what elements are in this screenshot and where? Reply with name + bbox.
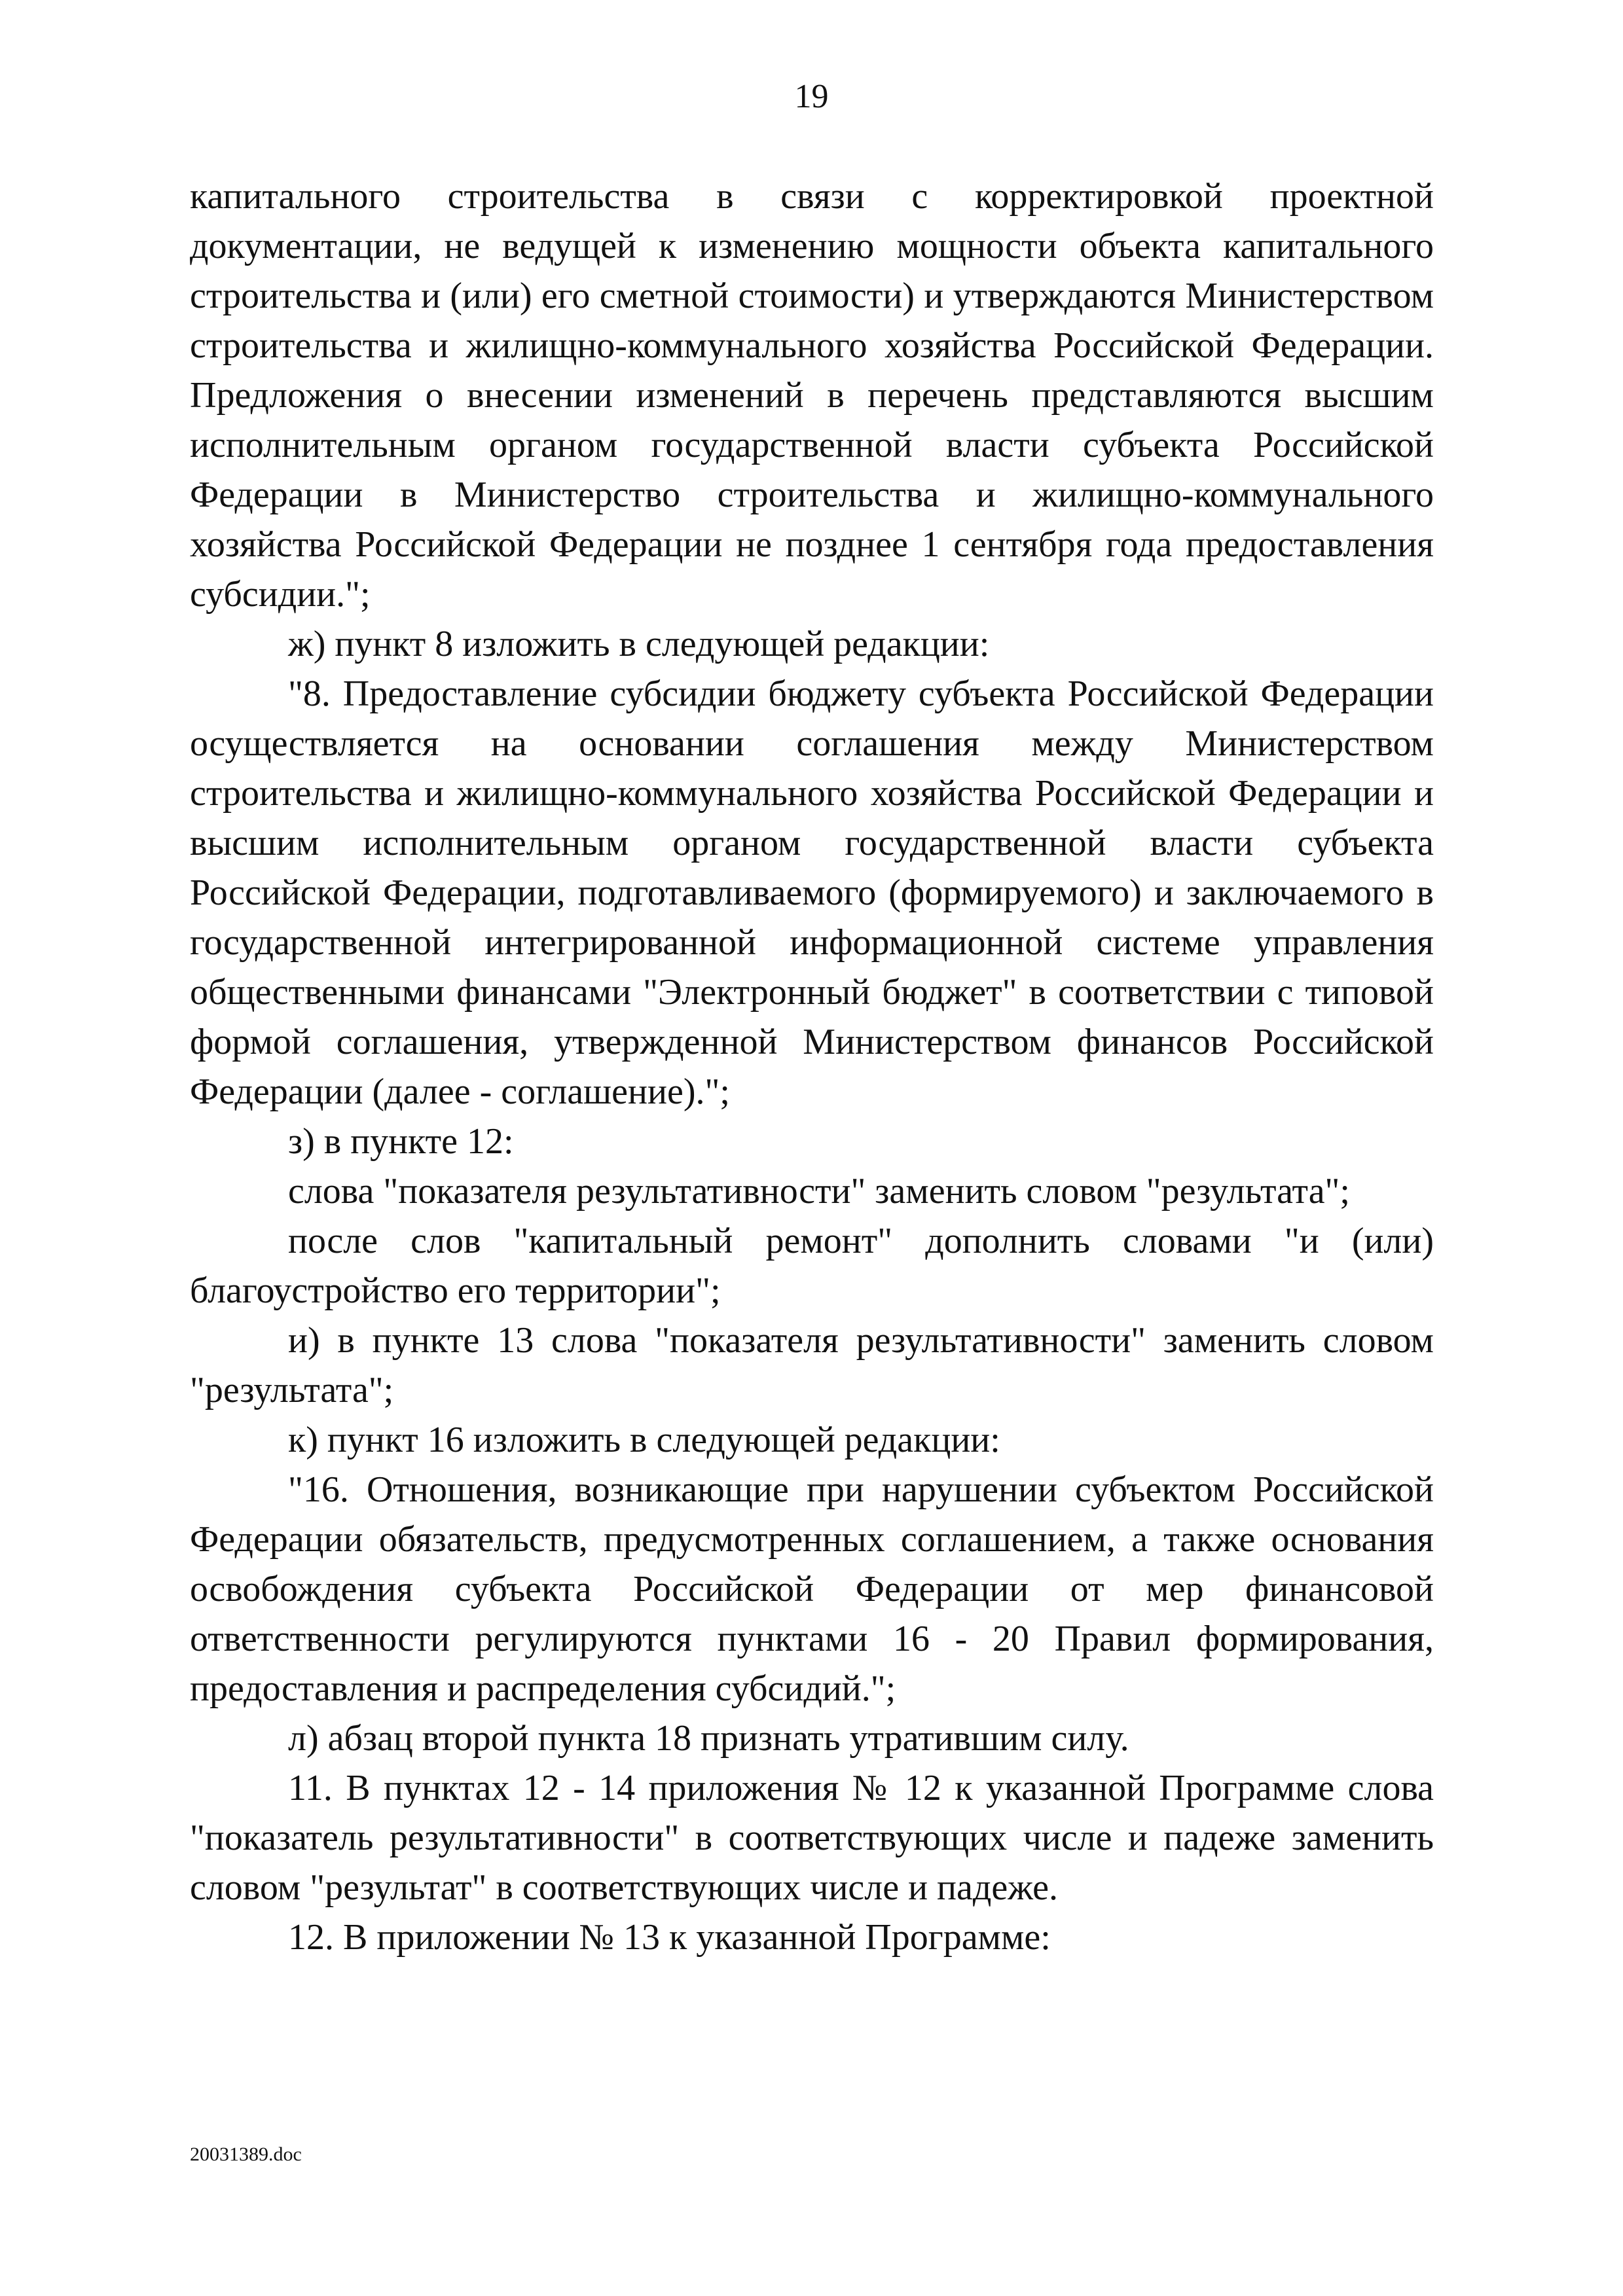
document-body — [190, 171, 1434, 1962]
paragraph-point-8: "8. Предоставление субсидии бюджету субъекта Российской Федерации осуществляется на основании соглашения между Министерством строительства и жилищно-коммунального хозяйства Российской Федерации и высшим исполнительным органом государственной власти субъекта Российской Федерации, подготавливаемого (формируемого) и заключаемого в государственной интегрированной информационной системе управления общественными финансами "Электронный бюджет" в соответствии с типовой формой соглашения, утвержденной Министерством финансов Российской Федерации (далее - соглашение)."; — [190, 673, 1434, 1112]
paragraph-section-11: 11. В пунктах 12 - 14 приложения № 12 к указанной Программе слова "показатель результативности" в соответствующих числе и падеже заменить словом "результат" в соответствующих числе и падеже. — [190, 1768, 1434, 1908]
paragraph-replace-words: слова "показателя результативности" заменить словом "результата"; — [288, 1171, 1350, 1211]
paragraph-point-16: "16. Отношения, возникающие при нарушении субъектом Российской Федерации обязательств, предусмотренных соглашением, а также основания освобождения субъекта Российской Федерации от мер финансовой ответственности регулируются пунктами 16 - 20 Правил формирования, предоставления и распределения субсидий."; — [190, 1469, 1434, 1709]
paragraph-item-z: з) в пункте 12: — [288, 1121, 514, 1162]
paragraph-section-12: 12. В приложении № 13 к указанной Программе: — [288, 1917, 1051, 1958]
paragraph-item-k: к) пункт 16 изложить в следующей редакции: — [288, 1420, 1000, 1460]
paragraph-continuation: капитального строительства в связи с корректировкой проектной документации, не ведущей к изменению мощности объекта капитального строительства и (или) его сметной стоимости) и утверждаются Министерством строительства и жилищно-коммунального хозяйства Российской Федерации. Предложения о внесении изменений в перечень представляются высшим исполнительным органом государственной власти субъекта Российской Федерации в Министерство строительства и жилищно-коммунального хозяйства Российской Федерации не позднее 1 сентября года предоставления субсидии."; — [190, 176, 1434, 615]
paragraph-add-words: после слов "капитальный ремонт" дополнить словами "и (или) благоустройство его территории"; — [190, 1221, 1434, 1311]
paragraph-item-zh: ж) пункт 8 изложить в следующей редакции: — [288, 624, 990, 664]
page-number: 19 — [794, 78, 829, 115]
paragraph-item-i: и) в пункте 13 слова "показателя результативности" заменить словом "результата"; — [190, 1320, 1434, 1410]
paragraph-item-l: л) абзац второй пункта 18 признать утратившим силу. — [288, 1718, 1129, 1759]
document-file-code: 20031389.doc — [190, 2144, 302, 2165]
